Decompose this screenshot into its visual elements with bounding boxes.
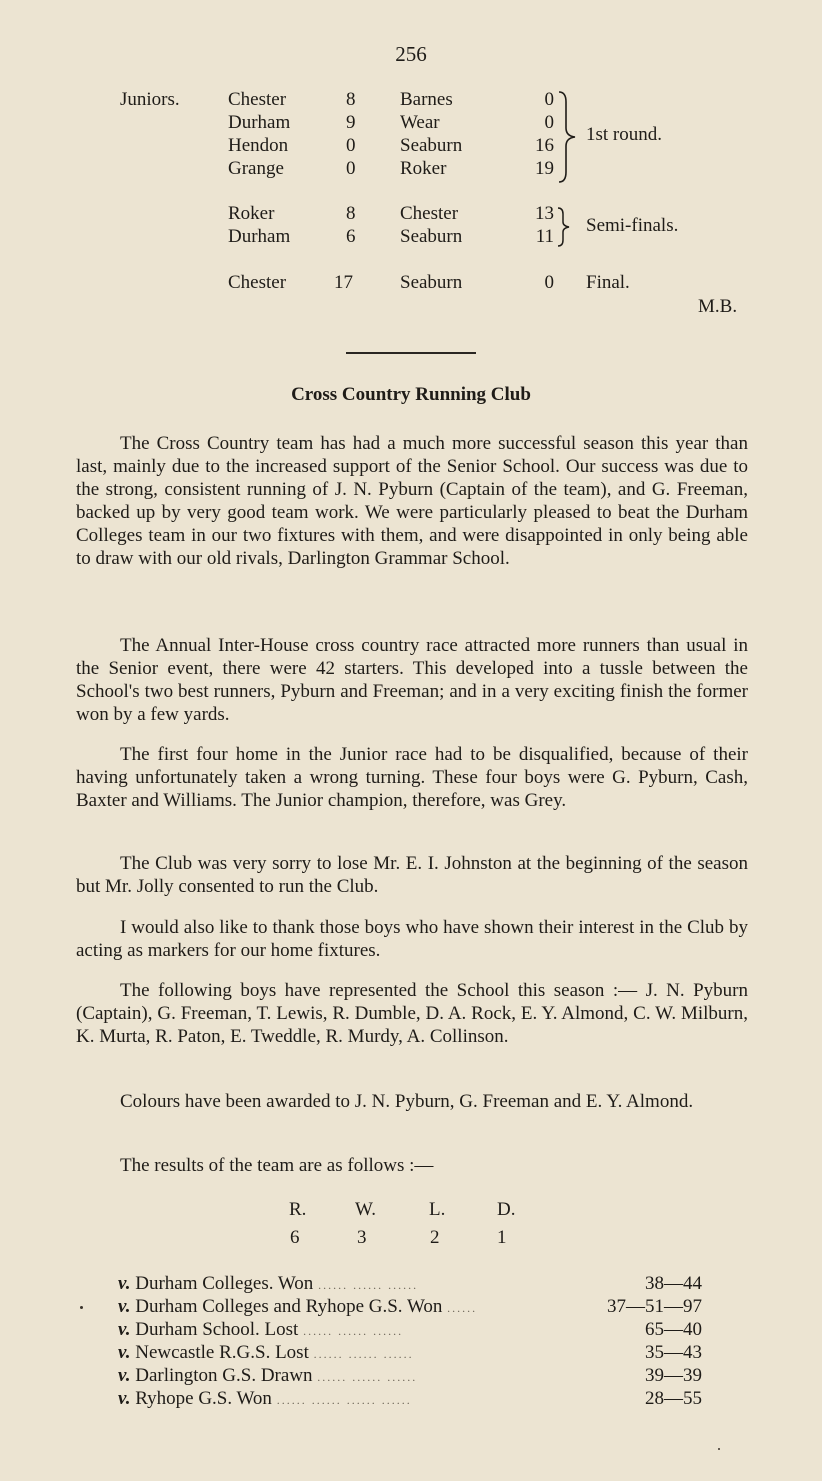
page-number: 256 [395, 42, 427, 66]
match-home: Roker [228, 203, 275, 224]
versus-label: v. [118, 1388, 131, 1409]
fixture-score: 38—44 [645, 1273, 702, 1294]
summary-header: D. [497, 1199, 516, 1220]
match-away: Roker [400, 158, 447, 179]
paragraph: The Annual Inter-House cross country race attracted more runners than usual in the Senior event, there were 42 starters. This developed into a tussle between the School's two best runners, Pyburn and Freeman; and in a very exciting finish the former won by a few yards. [76, 635, 748, 725]
match-away-score: 0 [544, 89, 554, 110]
versus-label: v. [118, 1365, 131, 1386]
match-home: Durham [228, 112, 291, 133]
match-home: Chester [228, 272, 287, 293]
match-away-score: 0 [544, 272, 554, 293]
fixture-row [118, 1319, 702, 1342]
fixture-score: 37—51—97 [607, 1296, 702, 1317]
versus-label: v. [118, 1342, 131, 1363]
match-home-score: 0 [346, 158, 356, 179]
section-divider [346, 352, 476, 354]
summary-value: 2 [430, 1227, 440, 1248]
match-home-score: 17 [334, 272, 353, 293]
fixture-row [118, 1365, 702, 1388]
match-home: Hendon [228, 135, 289, 156]
match-home: Grange [228, 158, 284, 179]
paragraph: The Club was very sorry to lose Mr. E. I. Johnston at the beginning of the season but Mr. Jolly consented to run the Club. [76, 853, 748, 897]
match-home: Durham [228, 226, 291, 247]
match-home-score: 8 [346, 89, 356, 110]
match-home-score: 9 [346, 112, 356, 133]
match-away: Wear [400, 112, 440, 133]
paragraph: I would also like to thank those boys who have shown their interest in the Club by acting as markers for our home fixtures. [76, 917, 748, 961]
fixture-row [118, 1388, 702, 1411]
leader-dots: ...... ...... ...... [303, 1324, 404, 1338]
match-away: Barnes [400, 89, 453, 110]
fixture-score: 39—39 [645, 1365, 702, 1386]
match-away: Seaburn [400, 272, 463, 293]
summary-header: L. [429, 1199, 446, 1220]
fixture-score: 35—43 [645, 1342, 702, 1363]
leader-dots: ...... ...... ...... ...... [276, 1393, 412, 1407]
match-away-score: 11 [535, 226, 554, 247]
match-away-score: 19 [535, 158, 554, 179]
summary-value: 6 [290, 1227, 300, 1248]
summary-header: R. [289, 1199, 307, 1220]
first-round-label: 1st round. [586, 124, 662, 145]
paragraph: Colours have been awarded to J. N. Pyburn, G. Freeman and E. Y. Almond. [120, 1091, 694, 1112]
summary-value: 1 [497, 1227, 507, 1248]
leader-dots: ...... ...... ...... [318, 1278, 419, 1292]
fixture-text: Durham Colleges and Ryhope G.S. Won [135, 1296, 443, 1317]
match-away-score: 13 [535, 203, 554, 224]
match-home-score: 6 [346, 226, 356, 247]
leader-dots: ...... [447, 1301, 478, 1315]
match-away-score: 0 [544, 112, 554, 133]
paragraph: The first four home in the Junior race had to be disqualified, because of their having unfortunately taken a wrong turning. These four boys were G. Pyburn, Cash, Baxter and Williams. The Junior champion, therefore, was Grey. [76, 744, 748, 811]
match-away: Chester [400, 203, 459, 224]
semi-finals-label: Semi-finals. [586, 215, 679, 236]
paper-speck [718, 1448, 720, 1450]
leader-dots: ...... ...... ...... [317, 1370, 418, 1384]
fixture-text: Durham School. Lost [135, 1319, 299, 1340]
paper-speck [80, 1306, 83, 1309]
match-away: Seaburn [400, 226, 463, 247]
signature: M.B. [698, 296, 738, 317]
leader-dots: ...... ...... ...... [313, 1347, 414, 1361]
fixture-text: Newcastle R.G.S. Lost [135, 1342, 309, 1363]
fixture-text: Darlington G.S. Drawn [135, 1365, 313, 1386]
brace-icon [557, 90, 581, 184]
paragraph: The results of the team are as follows :— [120, 1155, 434, 1176]
match-away-score: 16 [535, 135, 554, 156]
paragraph: The Cross Country team has had a much more successful season this year than last, mainly due to the increased support of the Senior School. Our success was due to the strong, consistent running of J. N. Pyburn (Captain of the team), and G. Freeman, backed up by very good team work. We were particularly pleased to beat the Durham Colleges team in our two fixtures with them, and were disappointed in only being able to draw with our old rivals, Darlington Grammar School. [76, 433, 748, 569]
brace-icon [556, 206, 576, 248]
versus-label: v. [118, 1296, 131, 1317]
final-label: Final. [586, 272, 630, 293]
versus-label: v. [118, 1319, 131, 1340]
section-heading: Cross Country Running Club [291, 384, 531, 405]
match-home-score: 0 [346, 135, 356, 156]
fixture-text: Durham Colleges. Won [135, 1273, 314, 1294]
match-home: Chester [228, 89, 287, 110]
match-home-score: 8 [346, 203, 356, 224]
summary-header: W. [355, 1199, 376, 1220]
versus-label: v. [118, 1273, 131, 1294]
fixture-score: 28—55 [645, 1388, 702, 1409]
fixture-row [118, 1342, 702, 1365]
paragraph: The following boys have represented the School this season :— J. N. Pyburn (Captain), G. Freeman, T. Lewis, R. Dumble, D. A. Rock, E. Y. Almond, C. W. Milburn, K. Murta, R. Paton, E. Tweddle, R. Murdy, A. Collinson. [76, 980, 748, 1047]
fixture-text: Ryhope G.S. Won [135, 1388, 272, 1409]
juniors-label: Juniors. [120, 89, 180, 110]
match-away: Seaburn [400, 135, 463, 156]
fixture-score: 65—40 [645, 1319, 702, 1340]
summary-value: 3 [357, 1227, 367, 1248]
fixture-row [118, 1296, 702, 1319]
fixture-row [118, 1273, 702, 1296]
